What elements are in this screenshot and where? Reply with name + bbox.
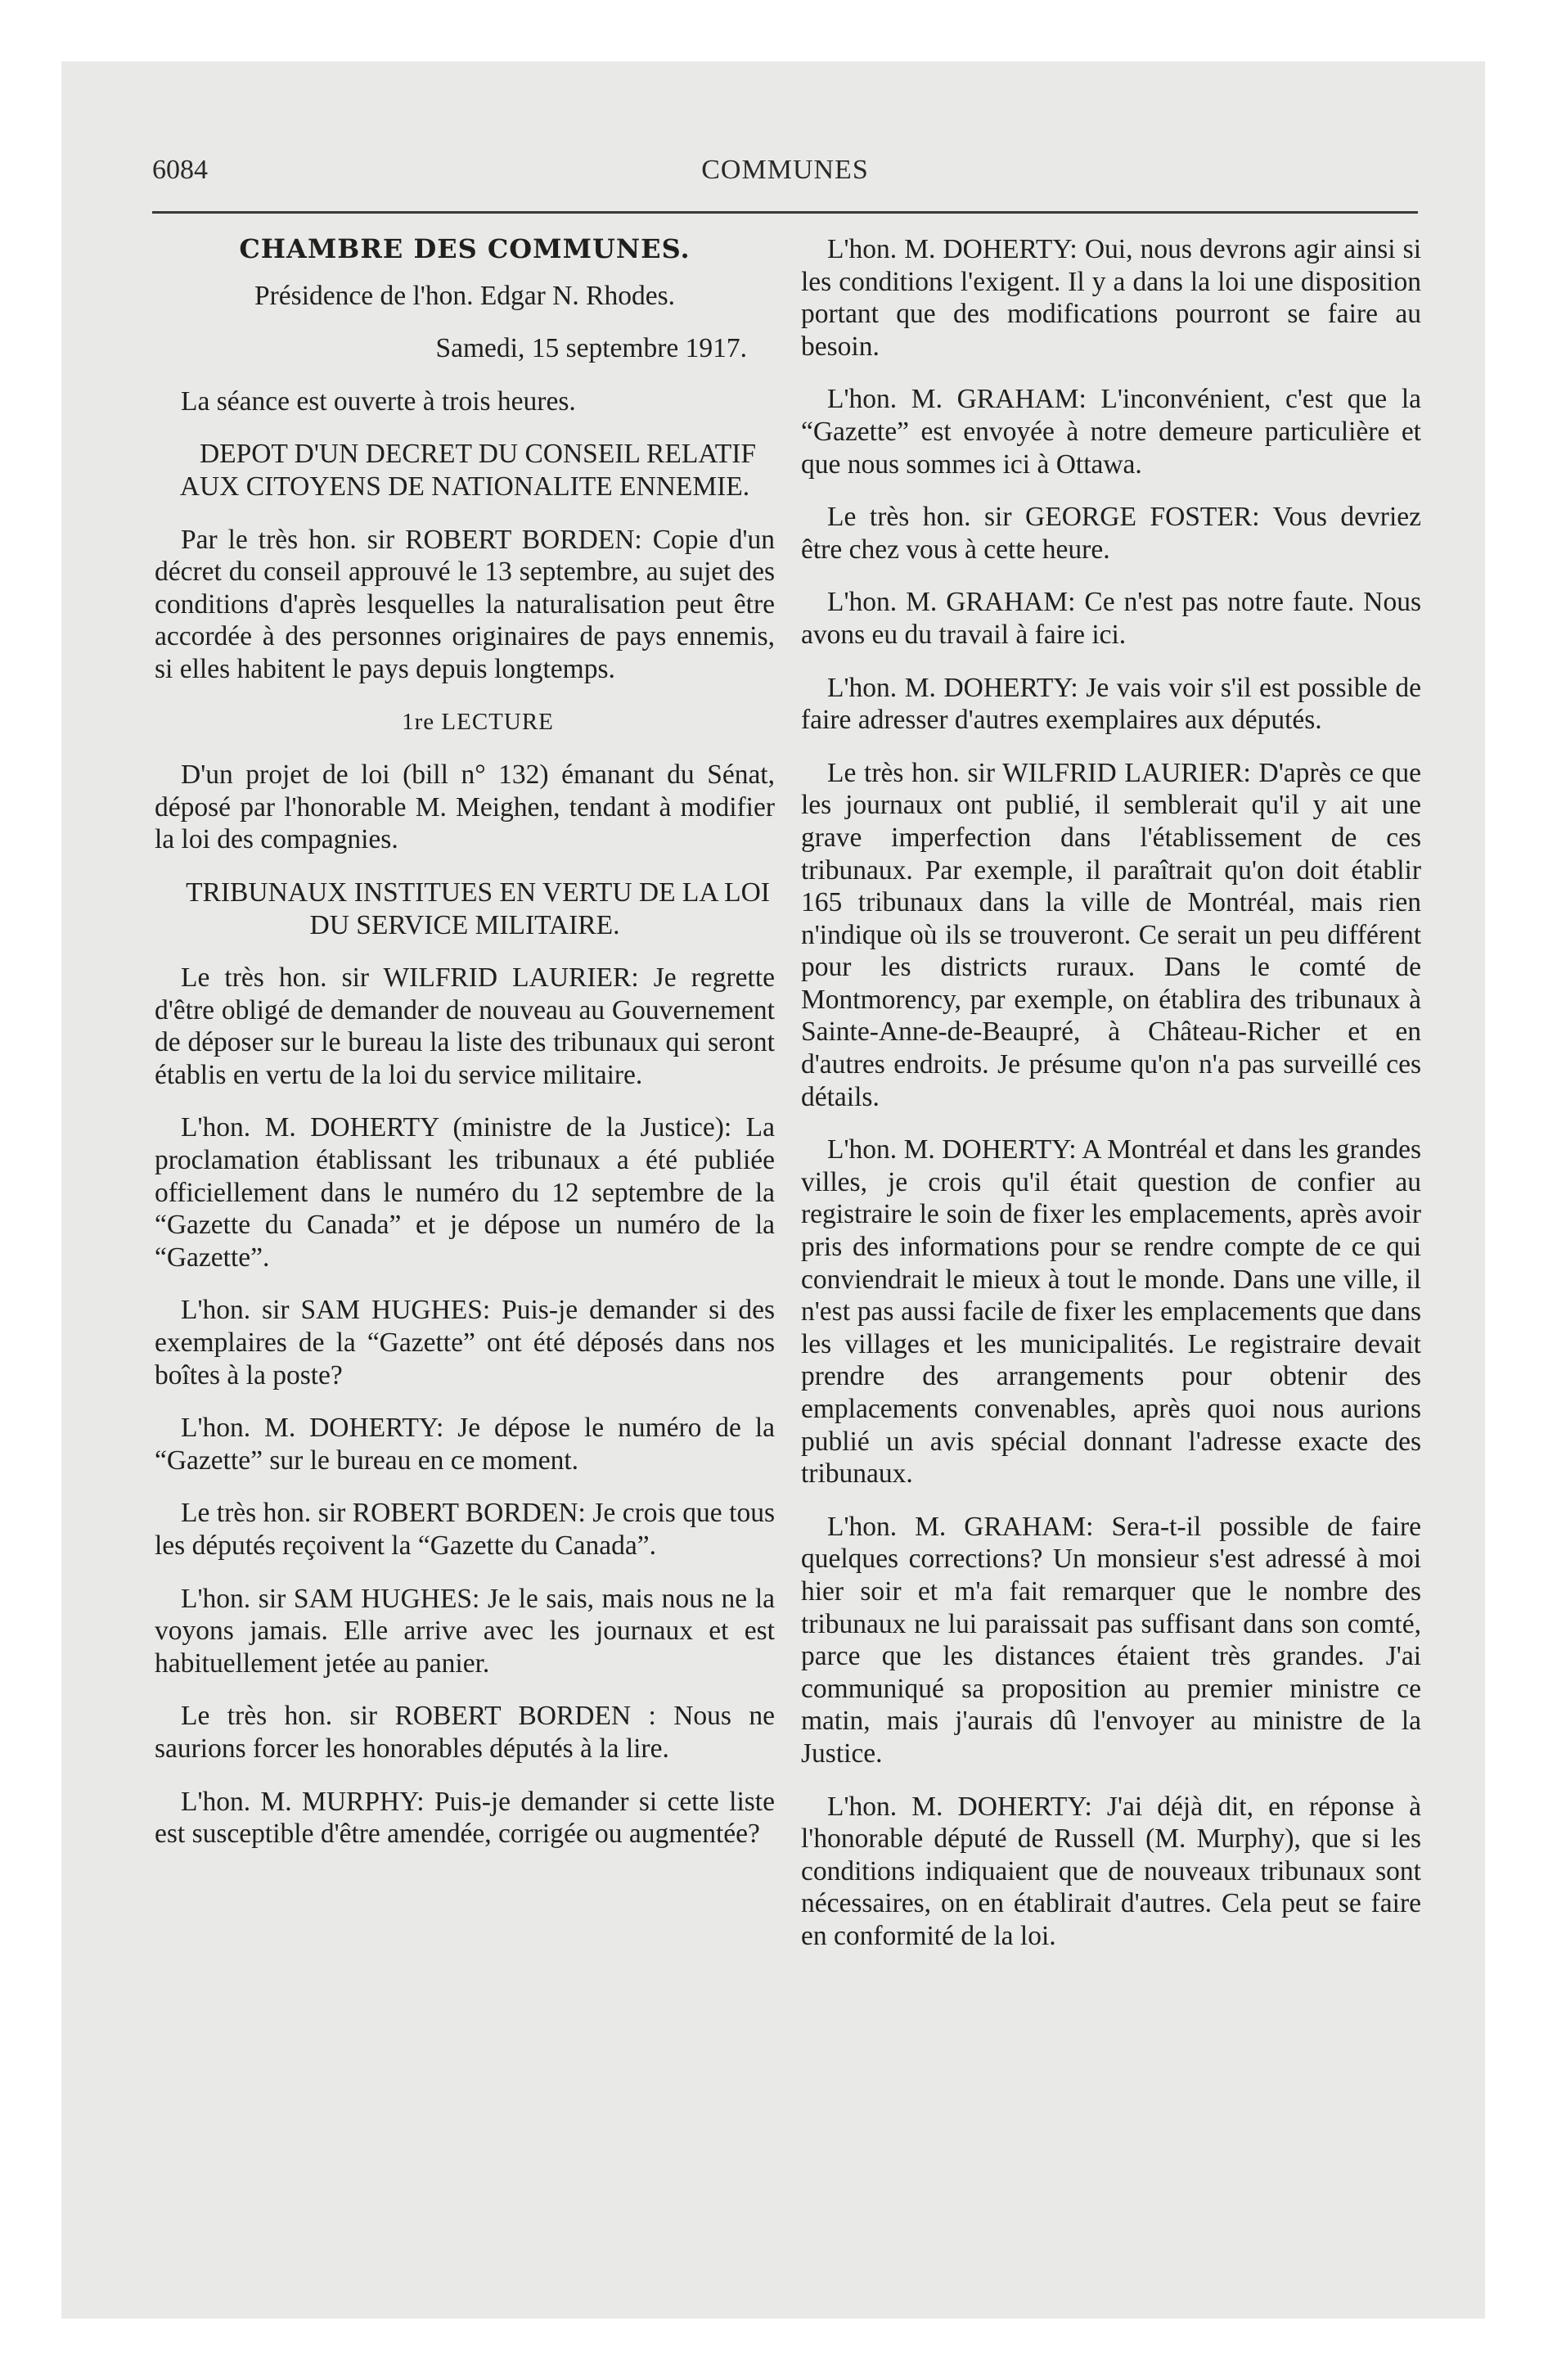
- paragraph: L'hon. M. DOHERTY: J'ai déjà dit, en réponse à l'honorable député de Russell (M. Murphy), que si les conditions indiquaient que de nouveaux tribunaux sont nécessaires, on en établirait d'autres. Cela peut se faire en conformité de la loi.: [801, 1791, 1421, 1951]
- subhead-first-reading: 1re LECTURE: [402, 708, 554, 735]
- presidency-line: Présidence de l'hon. Edgar N. Rhodes.: [254, 280, 675, 311]
- paragraph: Le très hon. sir GEORGE FOSTER: Vous devriez être chez vous à cette heure.: [801, 502, 1421, 565]
- header-rule: [152, 211, 1418, 214]
- left-column: [155, 233, 775, 2140]
- opening-line: La séance est ouverte à trois heures.: [181, 385, 576, 417]
- paragraph: Le très hon. sir WILFRID LAURIER: Je regrette d'être obligé de demander de nouveau au Gouvernement de déposer sur le bureau la liste des tribunaux qui seront établis en vertu de la loi du service militaire.: [155, 962, 775, 1090]
- page-header: [152, 151, 1418, 201]
- paragraph: L'hon. M. DOHERTY (ministre de la Justice): La proclamation établissant les tribunaux a été publiée officiellement dans le numéro du 12 septembre de la “Gazette du Canada” et je dépose un numéro de la “Gazette”.: [155, 1112, 775, 1273]
- paragraph: Le très hon. sir ROBERT BORDEN : Nous ne saurions forcer les honorables députés à la lire.: [155, 1701, 775, 1764]
- section-title-decree: DEPOT D'UN DECRET DU CONSEIL RELATIF AUX CITOYENS DE NATIONALITE ENNEMIE.: [179, 439, 757, 502]
- running-title: COMMUNES: [701, 155, 869, 185]
- paragraph: L'hon. sir SAM HUGHES: Je le sais, mais nous ne la voyons jamais. Elle arrive avec les journaux et est habituellement jetée au panier.: [155, 1583, 775, 1679]
- paragraph: D'un projet de loi (bill n° 132) émanant du Sénat, déposé par l'honorable M. Meighen, tendant à modifier la loi des compagnies.: [155, 760, 775, 855]
- page-number: 6084: [152, 155, 208, 185]
- paragraph: Par le très hon. sir ROBERT BORDEN: Copie d'un décret du conseil approuvé le 13 septembre, au sujet des conditions d'après lesquelles la naturalisation peut être accordée à des personnes originaires de pays ennemis, si elles habitent le pays depuis longtemps.: [155, 524, 775, 684]
- section-title-tribunals: TRIBUNAUX INSTITUES EN VERTU DE LA LOI DU SERVICE MILITAIRE.: [186, 877, 770, 940]
- paragraph: Le très hon. sir ROBERT BORDEN: Je crois que tous les députés reçoivent la “Gazette du Canada”.: [155, 1498, 775, 1561]
- paragraph: L'hon. M. DOHERTY: Oui, nous devrons agir ainsi si les conditions l'exigent. Il y a dans la loi une disposition portant que des modifications pourront se faire au besoin.: [801, 234, 1421, 362]
- paragraph: Le très hon. sir WILFRID LAURIER: D'après ce que les journaux ont publié, il semblerait qu'il y ait une grave imperfection dans l'établissement de ces tribunaux. Par exemple, il paraîtrait qu'on doit établir 165 tribunaux dans la ville de Montréal, mais rien n'indique où ils se trouveront. Ce serait un peu différent pour les districts ruraux. Dans le comté de Montmorency, par exemple, on établira des tribunaux à Sainte-Anne-de-Beaupré, à Château-Richer et en d'autres endroits. Je présume qu'on n'a pas surveillé ces détails.: [801, 757, 1421, 1112]
- house-title: CHAMBRE DES COMMUNES.: [239, 233, 691, 264]
- paragraph: L'hon. M. DOHERTY: Je dépose le numéro de la “Gazette” sur le bureau en ce moment.: [155, 1413, 775, 1476]
- paragraph: L'hon. M. GRAHAM: L'inconvénient, c'est que la “Gazette” est envoyée à notre demeure particulière et que nous sommes ici à Ottawa.: [801, 384, 1421, 480]
- paragraph: L'hon. M. GRAHAM: Ce n'est pas notre faute. Nous avons eu du travail à faire ici.: [801, 587, 1421, 650]
- sitting-date: Samedi, 15 septembre 1917.: [435, 333, 747, 364]
- paragraph: L'hon. M. DOHERTY: A Montréal et dans les grandes villes, je crois qu'il était question de confier au registraire le soin de fixer les emplacements, après avoir pris des informations pour se rendre compte de ce qui conviendrait le mieux à tout le monde. Dans une ville, il n'est pas aussi facile de fixer les emplacements que dans les villages et les municipalités. Le registraire devait prendre des arrangements pour obtenir des emplacements convenables, après quoi nous aurions publié un avis spécial donnant l'adresse exacte des tribunaux.: [801, 1134, 1421, 1490]
- paragraph: L'hon. sir SAM HUGHES: Puis-je demander si des exemplaires de la “Gazette” ont été déposés dans nos boîtes à la poste?: [155, 1295, 775, 1391]
- right-column: [801, 233, 1421, 2140]
- paragraph: L'hon. M. DOHERTY: Je vais voir s'il est possible de faire adresser d'autres exemplaires aux députés.: [801, 672, 1421, 736]
- paragraph: L'hon. M. GRAHAM: Sera-t-il possible de faire quelques corrections? Un monsieur s'est adressé à moi hier soir et m'a fait remarquer que le nombre des tribunaux ne lui paraissait pas suffisant dans son comté, parce que les distances étaient très grandes. J'ai communiqué sa proposition au premier ministre ce matin, mais j'aurais dû l'envoyer au ministre de la Justice.: [801, 1511, 1421, 1769]
- paragraph: L'hon. M. MURPHY: Puis-je demander si cette liste est susceptible d'être amendée, corrigée ou augmentée?: [155, 1786, 775, 1850]
